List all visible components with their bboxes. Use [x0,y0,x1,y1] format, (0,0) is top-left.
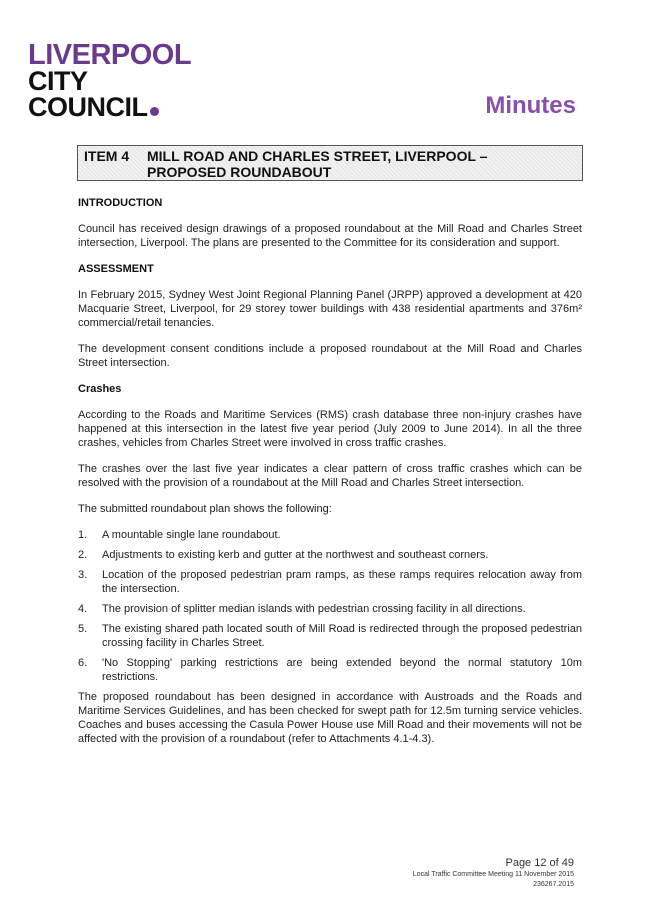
section-title: Minutes [485,92,576,119]
crashes-paragraph-1: According to the Roads and Maritime Services (RMS) crash database three non-injury crashes have happened at this intersection in the latest five year period (July 2009 to June 2014). In all the three crashes, vehicles from Charles Street were involved in cross traffic crashes. [78,409,582,449]
closing-paragraph: The proposed roundabout has been designed in accordance with Austroads and the Roads and Maritime Services Guidelines, and has been checked for swept path for 12.5m turning service vehicles. Coaches and buses accessing the Casula Power House use Mill Road and their movements will not be affected with the provision of a roundabout (refer to Attachments 4.1-4.3). [78,691,582,745]
list-item: 2. Adjustments to existing kerb and gutter at the northwest and southeast corners. [78,549,489,561]
list-item: 3. Location of the proposed pedestrian pram ramps, as these ramps requires relocation away from the intersection. [78,569,582,595]
logo-line-council: COUNCIL [28,94,191,120]
item-number: ITEM 4 [84,148,130,164]
meeting-reference: Local Traffic Committee Meeting 11 November 2015 [412,871,574,878]
item-title-box [77,145,583,181]
page-footer [413,858,574,890]
page-number: Page 12 of 49 [505,857,574,869]
list-item: 6. 'No Stopping' parking restrictions are being extended beyond the normal statutory 10m restrictions. [78,657,582,683]
list-item: 1. A mountable single lane roundabout. [78,529,281,541]
assessment-paragraph-1: In February 2015, Sydney West Joint Regional Planning Panel (JRPP) approved a development at 420 Macquarie Street, Liverpool, for 29 storey tower buildings with 438 residential apartments and 376m² commercial/retail tenancies. [78,289,582,329]
plan-intro: The submitted roundabout plan shows the following: [78,503,332,515]
list-item: 5. The existing shared path located south of Mill Road is redirected through the proposed pedestrian crossing facility in Charles Street. [78,623,582,649]
logo-line-city: CITY [28,66,88,96]
crashes-heading: Crashes [78,383,122,395]
logo-line-liverpool: LIVERPOOL [28,39,192,71]
document-body [78,196,582,758]
crashes-paragraph-2: The crashes over the last five year indicates a clear pattern of cross traffic crashes which can be resolved with the provision of a roundabout at the Mill Road and Charles Street intersection. [78,463,582,489]
item-title-line1: MILL ROAD AND CHARLES STREET, LIVERPOOL – [147,148,488,164]
list-item: 4. The provision of splitter median islands with pedestrian crossing facility in all directions. [78,603,526,615]
logo-dot-icon [150,107,159,116]
document-reference: 236267.2015 [533,881,574,888]
intro-heading: INTRODUCTION [78,197,163,209]
item-title-line2: PROPOSED ROUNDABOUT [147,164,332,180]
intro-paragraph: Council has received design drawings of a proposed roundabout at the Mill Road and Charles Street intersection, Liverpool. The plans are presented to the Committee for its consideration and support. [78,223,582,249]
plan-list [78,528,582,684]
assessment-paragraph-2: The development consent conditions include a proposed roundabout at the Mill Road and Charles Street intersection. [78,343,582,369]
assessment-heading: ASSESSMENT [78,263,154,275]
council-logo [28,39,192,122]
